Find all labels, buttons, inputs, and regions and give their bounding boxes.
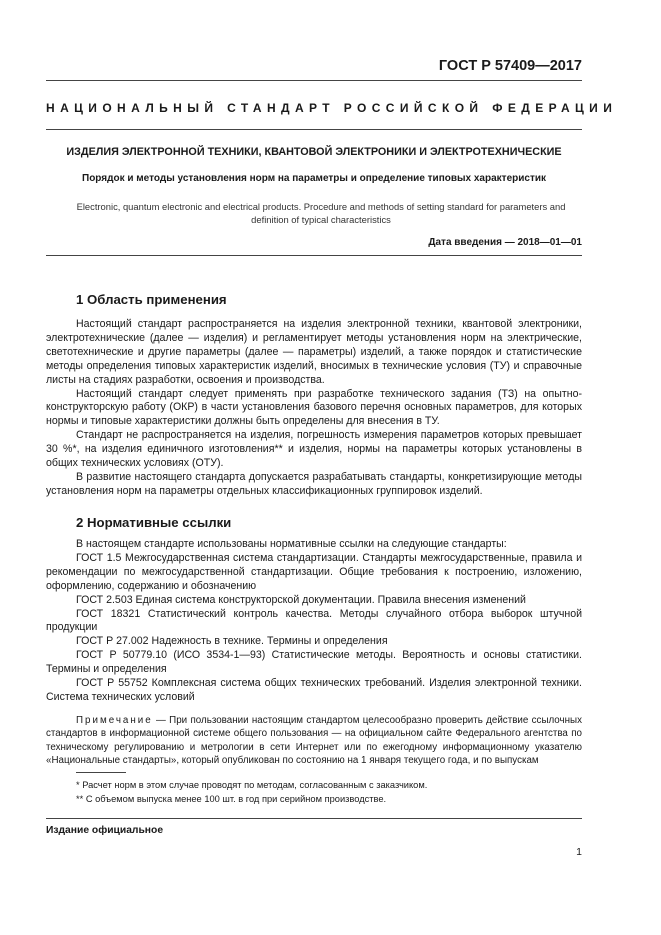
section-2-body xyxy=(46,538,582,705)
reference-item: ГОСТ Р 27.002 Надежность в технике. Термины и определения xyxy=(76,635,388,648)
official-edition: Издание официальное xyxy=(46,825,164,836)
document-subtitle: Порядок и методы установления норм на параметры и определение типовых характеристик xyxy=(82,173,546,184)
national-standard-heading: НАЦИОНАЛЬНЫЙ СТАНДАРТ РОССИЙСКОЙ ФЕДЕРАЦИИ xyxy=(46,101,618,115)
paragraph: Стандарт не распространяется на изделия, погрешность измерения параметров которых превышает 30 %*, на изделия единичного изготовления** и изделия, нормы на параметры которых установлены в общих технических условиях (ОТУ). xyxy=(46,429,582,470)
section-1-heading: 1 Область применения xyxy=(76,292,227,307)
note xyxy=(46,714,582,768)
reference-item: ГОСТ 2.503 Единая система конструкторской документации. Правила внесения изменений xyxy=(76,593,526,606)
document-title: ИЗДЕЛИЯ ЭЛЕКТРОННОЙ ТЕХНИКИ, КВАНТОВОЙ ЭЛЕКТРОНИКИ И ЭЛЕКТРОТЕХНИЧЕСКИЕ xyxy=(66,146,562,158)
reference-item: ГОСТ 1.5 Межгосударственная система стандартизации. Стандарты межгосударственные, правила и рекомендации по межгосударственной стандартизации. Общие требования к построению, изложению, оформлению, содержанию и обозначению xyxy=(46,551,582,592)
english-title: Electronic, quantum electronic and electrical products. Procedure and methods of setting standard for parameters and definition of typical characteristics xyxy=(76,201,566,225)
effective-date: Дата введения — 2018—01—01 xyxy=(428,237,582,248)
section-1-body xyxy=(46,318,582,499)
title-rule xyxy=(46,129,582,130)
footnote: ** С объемом выпуска менее 100 шт. в год при серийном производстве. xyxy=(76,794,387,804)
reference-item: ГОСТ 18321 Статистический контроль качества. Методы случайного отбора выборок штучной продукции xyxy=(46,607,582,634)
standard-number: ГОСТ Р 57409—2017 xyxy=(438,58,582,74)
paragraph: Настоящий стандарт распространяется на изделия электронной техники, квантовой электроники, электротехнические (далее — изделия) и регламентирует методы установления норм на электрические, светотехнические и другие параметры (далее — параметры) изделий, а также порядок и статистические методы определения типовых характеристик изделий, вносимых в технические условия (ТУ) и справочные листы на стадиях разработки, освоения и производства. xyxy=(46,318,582,386)
reference-item: ГОСТ Р 50779.10 (ИСО 3534-1—93) Статистические методы. Вероятность и основы статистики. Термины и определения xyxy=(46,649,582,676)
paragraph: В развитие настоящего стандарта допускается разрабатывать стандарты, конкретизирующие методы установления норм на параметры отдельных классификационных группировок изделий. xyxy=(46,470,582,497)
header-rule xyxy=(46,80,582,81)
page-number: 1 xyxy=(576,846,582,858)
footnote: * Расчет норм в этом случае проводят по методам, согласованным с заказчиком. xyxy=(76,780,428,790)
note-label: Примечание xyxy=(76,715,153,726)
paragraph: В настоящем стандарте использованы нормативные ссылки на следующие стандарты: xyxy=(76,538,507,550)
paragraph: Настоящий стандарт следует применять при разработке технического задания (ТЗ) на опытно-конструкторскую работу (ОКР) в части установления базового перечня основных параметров, для которых нормы и типовые характеристики должны быть определены для внесения в ТУ. xyxy=(46,387,582,428)
reference-item: ГОСТ Р 55752 Комплексная система общих технических требований. Изделия электронной техники. Система технических условий xyxy=(46,677,582,703)
section-2-heading: 2 Нормативные ссылки xyxy=(76,515,232,530)
note-text: — При пользовании настоящим стандартом целесообразно проверить действие ссылочных стандартов в информационной системе общего пользования — на официальном сайте Федерального агентства по техническому регулированию и метрологии в сети Интернет или по ежегодному информационному указателю «Национальные стандарты», который опубликован по состоянию на 1 января текущего года, и по выпускам xyxy=(46,715,582,767)
date-rule xyxy=(46,255,582,256)
footer-rule xyxy=(46,818,582,819)
footnote-rule xyxy=(76,772,126,773)
